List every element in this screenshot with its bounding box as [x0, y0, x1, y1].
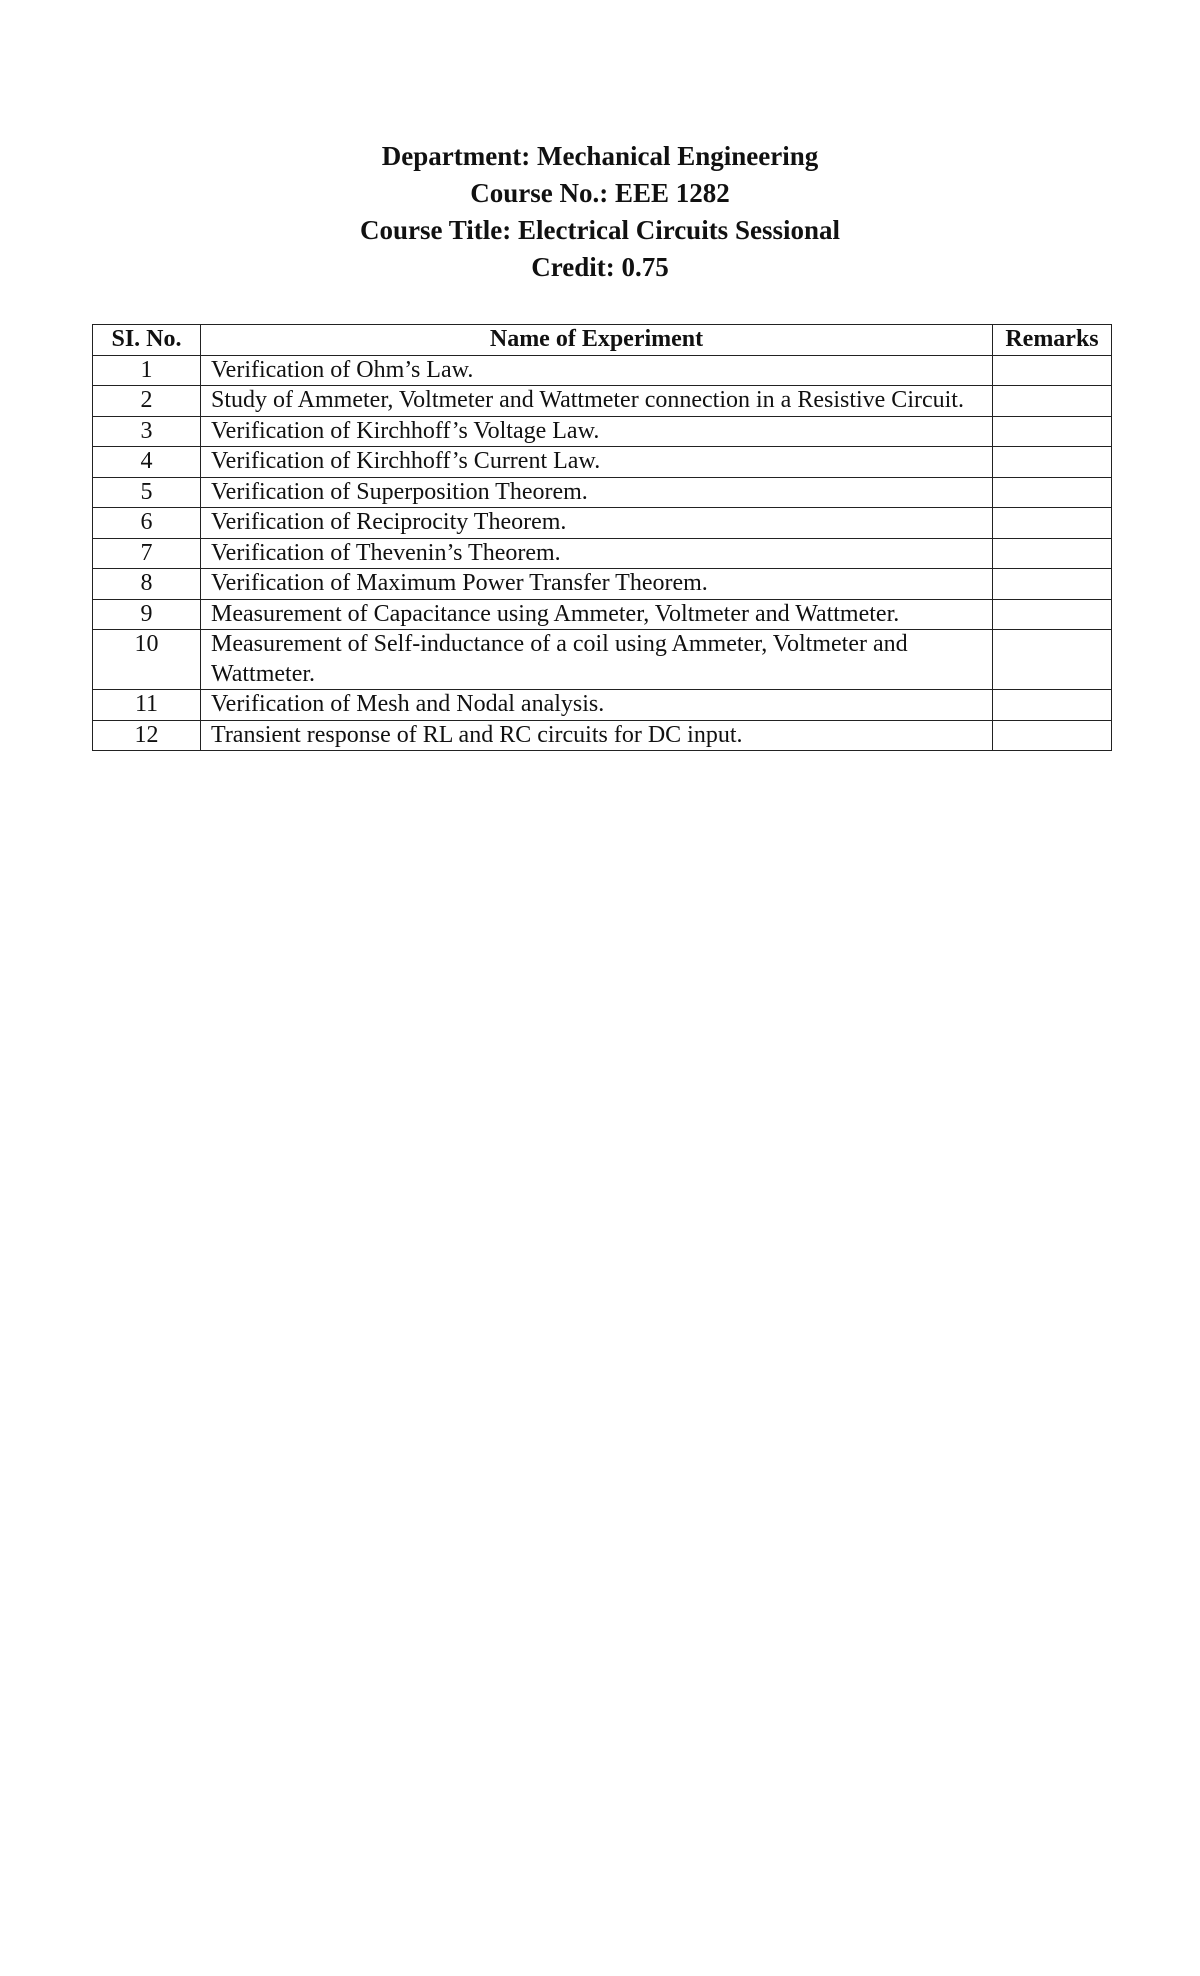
column-header-remarks: Remarks	[993, 325, 1112, 356]
table-row	[93, 416, 1112, 447]
table-row	[93, 569, 1112, 600]
table-body	[93, 355, 1112, 751]
experiment-name-cell: Measurement of Self-inductance of a coil using Ammeter, Voltmeter and Wattmeter.	[201, 630, 993, 690]
experiment-name-cell: Verification of Ohm’s Law.	[201, 355, 993, 386]
remarks-cell	[993, 416, 1112, 447]
document-header	[0, 138, 1200, 286]
serial-number-cell: 9	[93, 599, 201, 630]
table-row	[93, 630, 1112, 690]
serial-number-cell: 1	[93, 355, 201, 386]
remarks-cell	[993, 690, 1112, 721]
column-header-experiment-name: Name of Experiment	[201, 325, 993, 356]
experiment-name-cell: Verification of Kirchhoff’s Voltage Law.	[201, 416, 993, 447]
serial-number-cell: 10	[93, 630, 201, 690]
remarks-cell	[993, 447, 1112, 478]
table-row	[93, 477, 1112, 508]
table-header-row	[93, 325, 1112, 356]
table-row	[93, 599, 1112, 630]
department-heading: Department: Mechanical Engineering	[381, 141, 819, 171]
experiment-table	[92, 324, 1112, 751]
serial-number-cell: 8	[93, 569, 201, 600]
course-title-heading: Course Title: Electrical Circuits Sessional	[360, 215, 840, 245]
serial-number-cell: 2	[93, 386, 201, 417]
table-row	[93, 447, 1112, 478]
course-number-heading: Course No.: EEE 1282	[470, 178, 730, 208]
remarks-cell	[993, 538, 1112, 569]
table-row	[93, 720, 1112, 751]
remarks-cell	[993, 720, 1112, 751]
experiment-name-cell: Verification of Kirchhoff’s Current Law.	[201, 447, 993, 478]
credit-heading: Credit: 0.75	[531, 252, 669, 282]
serial-number-cell: 5	[93, 477, 201, 508]
table-row	[93, 690, 1112, 721]
serial-number-cell: 7	[93, 538, 201, 569]
serial-number-cell: 4	[93, 447, 201, 478]
table-row	[93, 538, 1112, 569]
table-row	[93, 386, 1112, 417]
remarks-cell	[993, 355, 1112, 386]
remarks-cell	[993, 508, 1112, 539]
serial-number-cell: 3	[93, 416, 201, 447]
experiment-name-cell: Study of Ammeter, Voltmeter and Wattmeter connection in a Resistive Circuit.	[201, 386, 993, 417]
serial-number-cell: 11	[93, 690, 201, 721]
serial-number-cell: 12	[93, 720, 201, 751]
remarks-cell	[993, 569, 1112, 600]
table-row	[93, 508, 1112, 539]
experiment-name-cell: Verification of Thevenin’s Theorem.	[201, 538, 993, 569]
remarks-cell	[993, 599, 1112, 630]
column-header-serial: SI. No.	[93, 325, 201, 356]
serial-number-cell: 6	[93, 508, 201, 539]
experiment-name-cell: Verification of Superposition Theorem.	[201, 477, 993, 508]
experiment-name-cell: Transient response of RL and RC circuits for DC input.	[201, 720, 993, 751]
table-row	[93, 355, 1112, 386]
experiment-name-cell: Verification of Mesh and Nodal analysis.	[201, 690, 993, 721]
remarks-cell	[993, 477, 1112, 508]
experiment-name-cell: Verification of Maximum Power Transfer Theorem.	[201, 569, 993, 600]
remarks-cell	[993, 386, 1112, 417]
experiment-name-cell: Verification of Reciprocity Theorem.	[201, 508, 993, 539]
experiment-name-cell: Measurement of Capacitance using Ammeter, Voltmeter and Wattmeter.	[201, 599, 993, 630]
remarks-cell	[993, 630, 1112, 690]
